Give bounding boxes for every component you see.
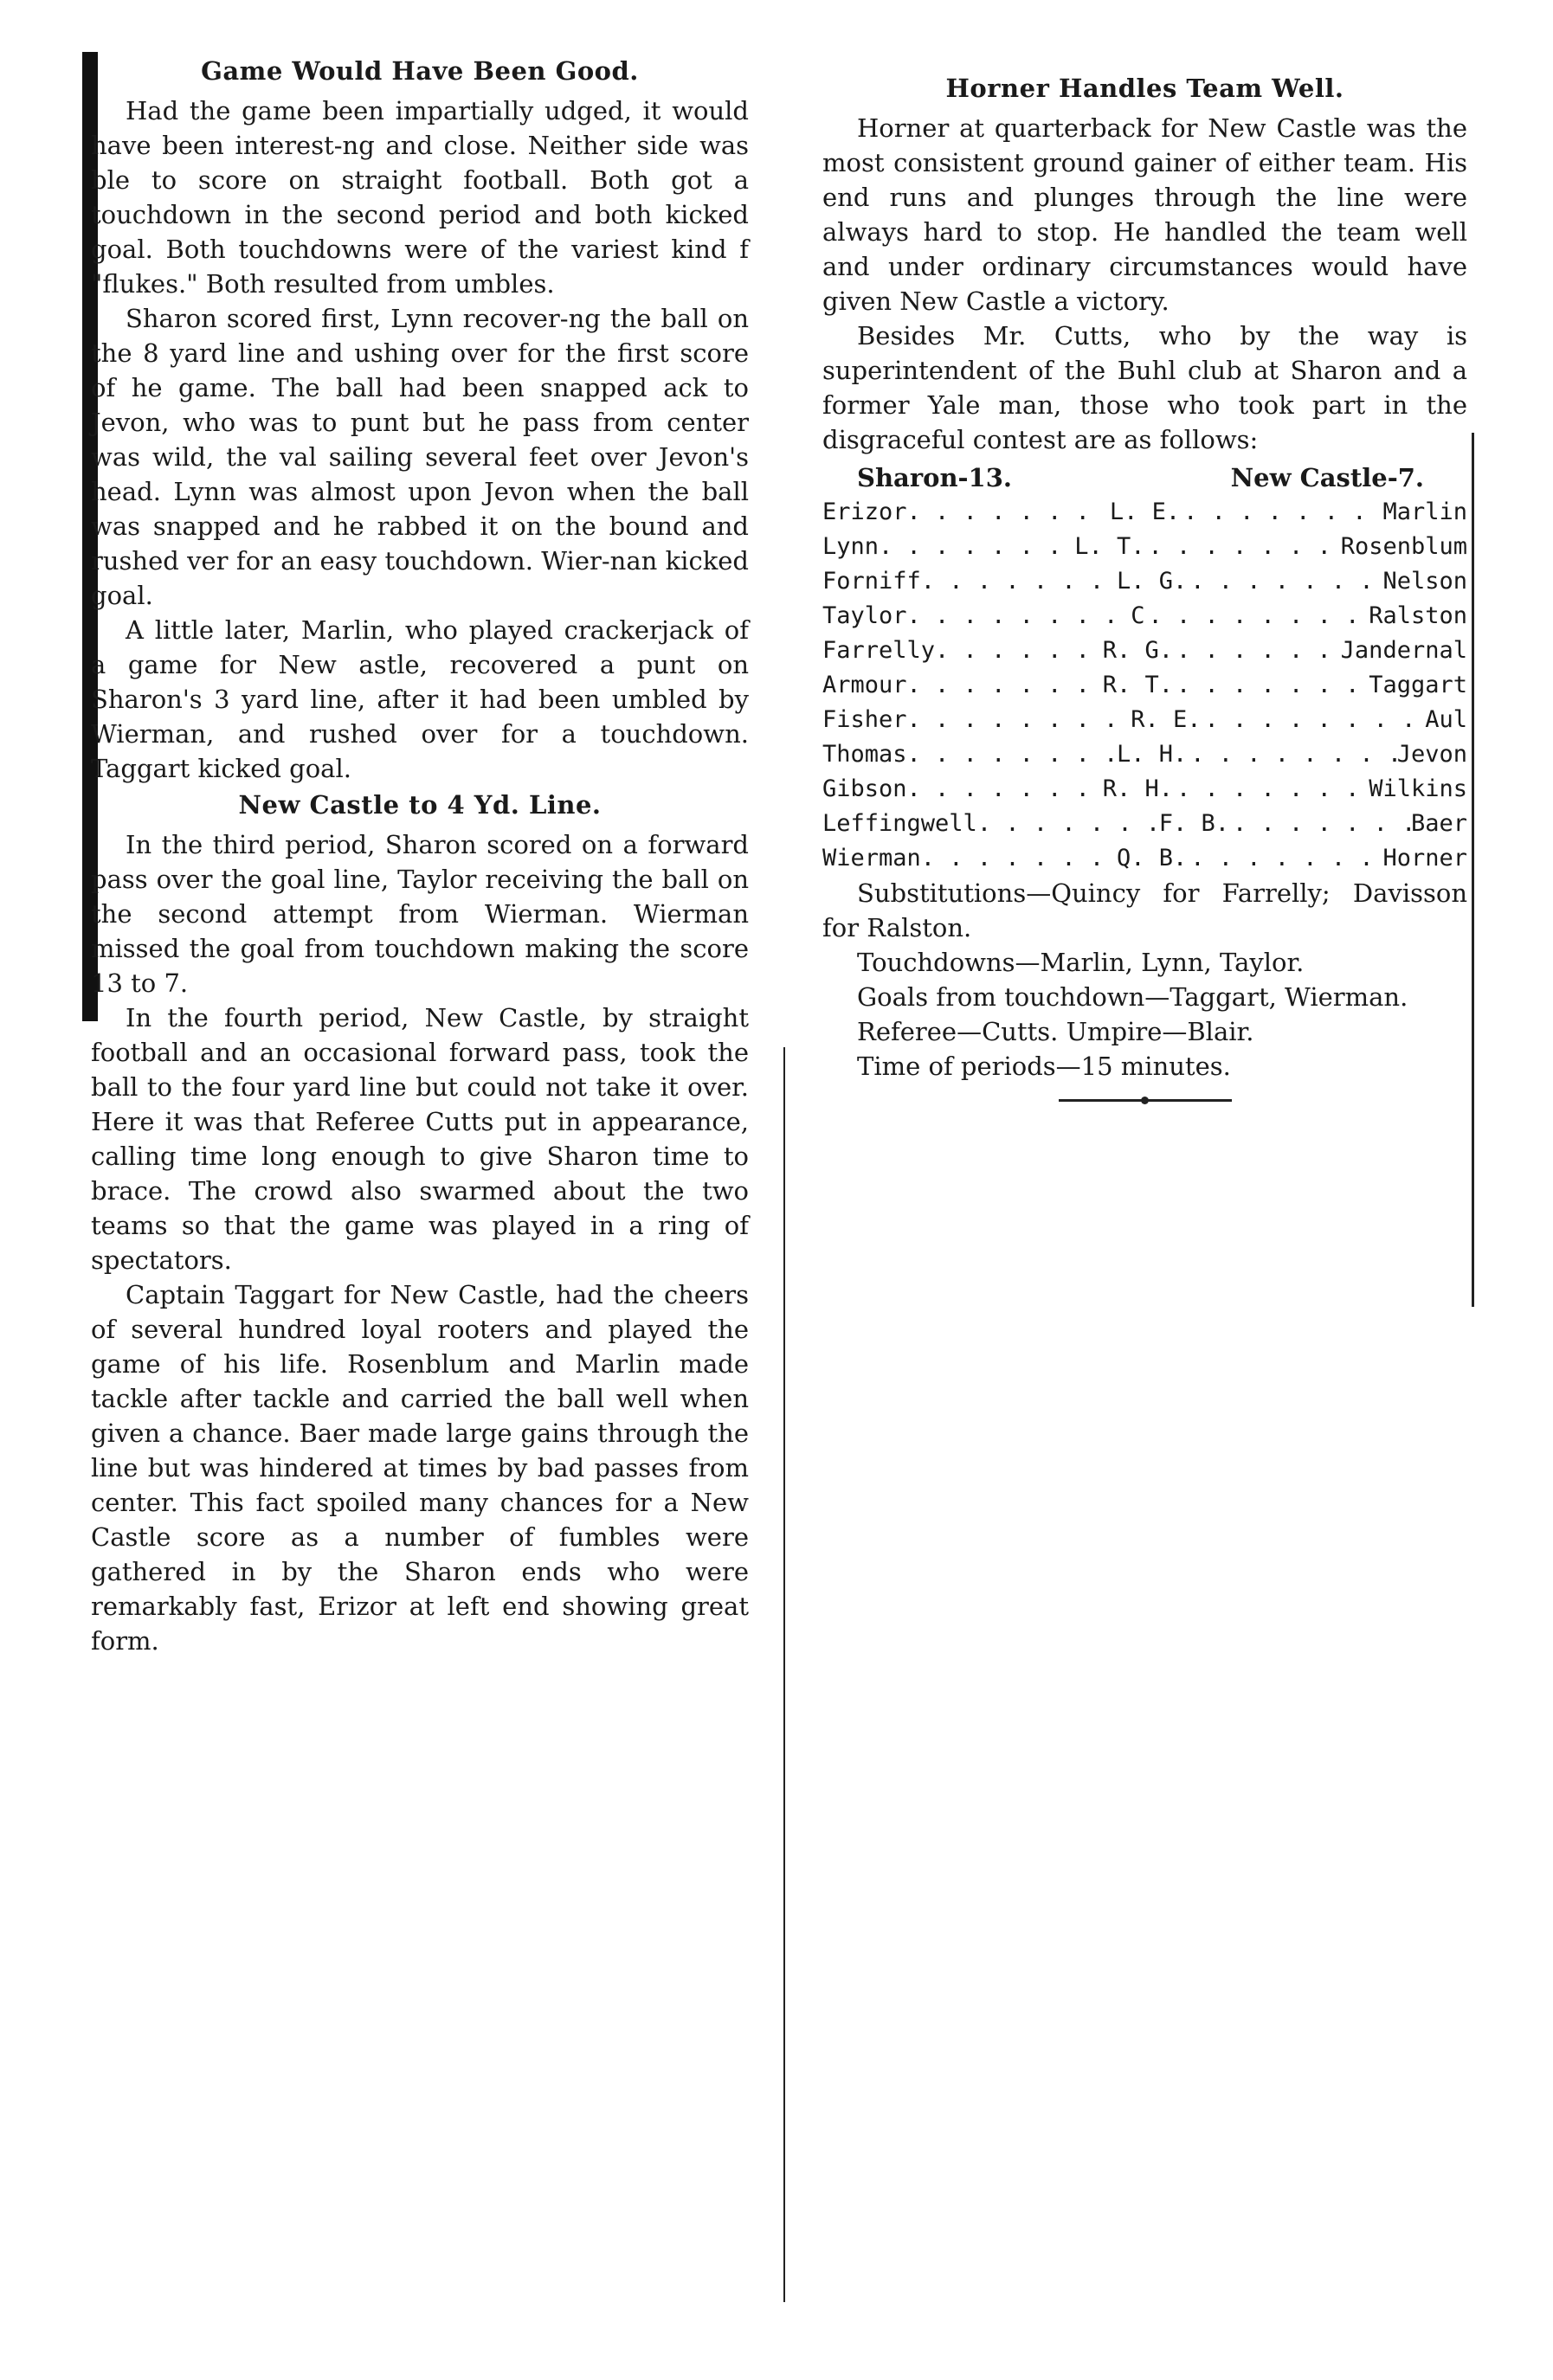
lineup-leader-dots [907, 703, 1128, 737]
left-paragraph-3: A little later, Marlin, who played crackerjack of a game for New astle, recovered a punt on Sharon's 3 yard line, after it had been umbled by Wierman, and rushed over for a touchdown. Taggart kicked goal. [91, 615, 749, 783]
column-divider [783, 1047, 785, 2302]
lineup-position: Q. B. [1116, 845, 1188, 872]
lineup-team-new-castle: New Castle-7. [1230, 463, 1424, 492]
lineup-leader-dots [1190, 564, 1382, 599]
lineup-sharon-player: Wierman [822, 845, 921, 872]
lineup-leader-dots [1176, 772, 1369, 807]
lineup-leader-dots [907, 668, 1099, 703]
lineup-row [822, 807, 1467, 841]
lineup-new-castle-player: Jevon [1396, 741, 1467, 768]
left-column [91, 52, 749, 1658]
lineup-leader-dots [907, 495, 1106, 530]
left-heading-game-would-have-been-good: Game Would Have Been Good. [201, 56, 639, 86]
left-paragraph-1: Had the game been impartially udged, it would have been interest-ng and close. Neither side was ble to score on straight football. Both got a touchdown in the second period and both kicked goal. Both touchdowns were of the variest kind f "flukes." Both resulted from umbles. [91, 96, 749, 299]
lineup-new-castle-player: Nelson [1382, 568, 1467, 595]
lineup-row [822, 772, 1467, 807]
lineup-leader-dots [1176, 634, 1341, 668]
lineup-leader-dots [1149, 530, 1341, 564]
lineup-new-castle-player: Aul [1425, 706, 1467, 733]
substitutions-line: Substitutions—Quincy for Farrelly; Davisson for Ralston. [822, 878, 1467, 942]
article-end-rule [1059, 1099, 1232, 1102]
lineup-new-castle-player: Taggart [1369, 672, 1467, 698]
left-paragraph-4: In the third period, Sharon scored on a forward pass over the goal line, Taylor receiving the ball on the second attempt from Wierman. Wierman missed the goal from touchdown making the score 13 to 7. [91, 830, 749, 998]
lineup-sharon-player: Lynn [822, 533, 880, 560]
lineup-leader-dots [1183, 495, 1382, 530]
lineup-new-castle-player: Jandernal [1340, 637, 1467, 664]
lineup-new-castle-player: Marlin [1382, 499, 1467, 525]
lineup-new-castle-player: Ralston [1369, 602, 1467, 629]
goals-line: Goals from touchdown—Taggart, Wierman. [857, 982, 1408, 1012]
lineup-sharon-player: Armour [822, 672, 907, 698]
lineup-position: R. E. [1131, 706, 1202, 733]
lineup-position: C [1131, 602, 1145, 629]
lineup-sharon-player: Fisher [822, 706, 907, 733]
right-edge-rule [1472, 433, 1474, 1307]
lineup-leader-dots [879, 530, 1071, 564]
lineup-new-castle-player: Baer [1410, 810, 1467, 837]
lineup-leader-dots [921, 841, 1113, 876]
right-heading-horner-handles-team-well: Horner Handles Team Well. [945, 74, 1344, 103]
lineup-position: R. H. [1102, 775, 1174, 802]
lineup-leader-dots [1233, 807, 1411, 841]
lineup-leader-dots [1190, 841, 1382, 876]
lineup-row [822, 668, 1467, 703]
lineup-leader-dots [907, 772, 1099, 807]
lineup-position: F. B. [1158, 810, 1230, 837]
lineup-position: L. E. [1109, 499, 1181, 525]
lineup-row [822, 634, 1467, 668]
lineup-sharon-player: Erizor [822, 499, 907, 525]
right-paragraph-2: Besides Mr. Cutts, who by the way is superintendent of the Buhl club at Sharon and a former Yale man, those who took part in the disgraceful contest are as follows: [822, 321, 1467, 454]
lineup-sharon-player: Taylor [822, 602, 907, 629]
lineup-new-castle-player: Rosenblum [1340, 533, 1467, 560]
lineup-sharon-player: Thomas [822, 741, 907, 768]
lineup-position: L. H. [1116, 741, 1188, 768]
lineup-row [822, 530, 1467, 564]
lineup-row [822, 703, 1467, 737]
left-paragraph-6: Captain Taggart for New Castle, had the cheers of several hundred loyal rooters and played the game of his life. Rosenblum and Marlin made tackle after tackle and carried the ball well when given a chance. Baer made large gains through the line but was hindered at times by bad passes from center. This fact spoiled many chances for a New Castle score as a number of fumbles were gathered in by the Sharon ends who were remarkably fast, Erizor at left end showing great form. [91, 1280, 749, 1656]
lineup-sharon-player: Gibson [822, 775, 907, 802]
lineup-leader-dots [921, 564, 1113, 599]
lineup-leader-dots [977, 807, 1156, 841]
left-heading-new-castle-to-4-yd-line: New Castle to 4 Yd. Line. [238, 790, 602, 820]
lineup-position: R. G. [1102, 637, 1173, 664]
lineup-row [822, 495, 1467, 530]
right-column [822, 69, 1467, 1102]
lineup-table [822, 495, 1467, 876]
lineup-leader-dots [907, 737, 1113, 772]
lineup-row [822, 737, 1467, 772]
lineup-position: R. T. [1102, 672, 1174, 698]
touchdowns-line: Touchdowns—Marlin, Lynn, Taylor. [857, 948, 1305, 977]
lineup-position: L. G. [1116, 568, 1188, 595]
lineup-leader-dots [1149, 599, 1369, 634]
lineup-leader-dots [1190, 737, 1396, 772]
lineup-leader-dots [907, 599, 1128, 634]
lineup-row [822, 564, 1467, 599]
lineup-new-castle-player: Horner [1382, 845, 1467, 872]
lineup-leader-dots [1176, 668, 1369, 703]
lineup-sharon-player: Forniff [822, 568, 921, 595]
right-paragraph-1: Horner at quarterback for New Castle was the most consistent ground gainer of either team. His end runs and plunges through the line were always hard to stop. He handled the team well and under ordinary circumstances would have given New Castle a victory. [822, 113, 1467, 316]
lineup-leader-dots [1205, 703, 1426, 737]
lineup-sharon-player: Farrelly [822, 637, 936, 664]
lineup-row [822, 841, 1467, 876]
left-paragraph-2: Sharon scored first, Lynn recover-ng the ball on the 8 yard line and ushing over for the first score of he game. The ball had been snapped ack to Jevon, who was to punt but he pass from center was wild, the val sailing several feet over Jevon's head. Lynn was almost upon Jevon when the ball was snapped and he rabbed it on the bound and rushed ver for an easy touchdown. Wier-nan kicked goal. [91, 304, 749, 610]
lineup-sharon-player: Leffingwell [822, 810, 977, 837]
time-of-periods-line: Time of periods—15 minutes. [857, 1052, 1231, 1081]
lineup-team-sharon: Sharon-13. [857, 463, 1013, 492]
lineup-header [822, 460, 1467, 495]
lineup-row [822, 599, 1467, 634]
officials-line: Referee—Cutts. Umpire—Blair. [857, 1017, 1254, 1046]
lineup-leader-dots [935, 634, 1099, 668]
lineup-position: L. T. [1074, 533, 1145, 560]
lineup-new-castle-player: Wilkins [1369, 775, 1467, 802]
left-paragraph-5: In the fourth period, New Castle, by straight football and an occasional forward pass, took the ball to the four yard line but could not take it over. Here it was that Referee Cutts put in appearance, calling time long enough to give Sharon time to brace. The crowd also swarmed about the two teams so that the game was played in a ring of spectators. [91, 1003, 749, 1275]
